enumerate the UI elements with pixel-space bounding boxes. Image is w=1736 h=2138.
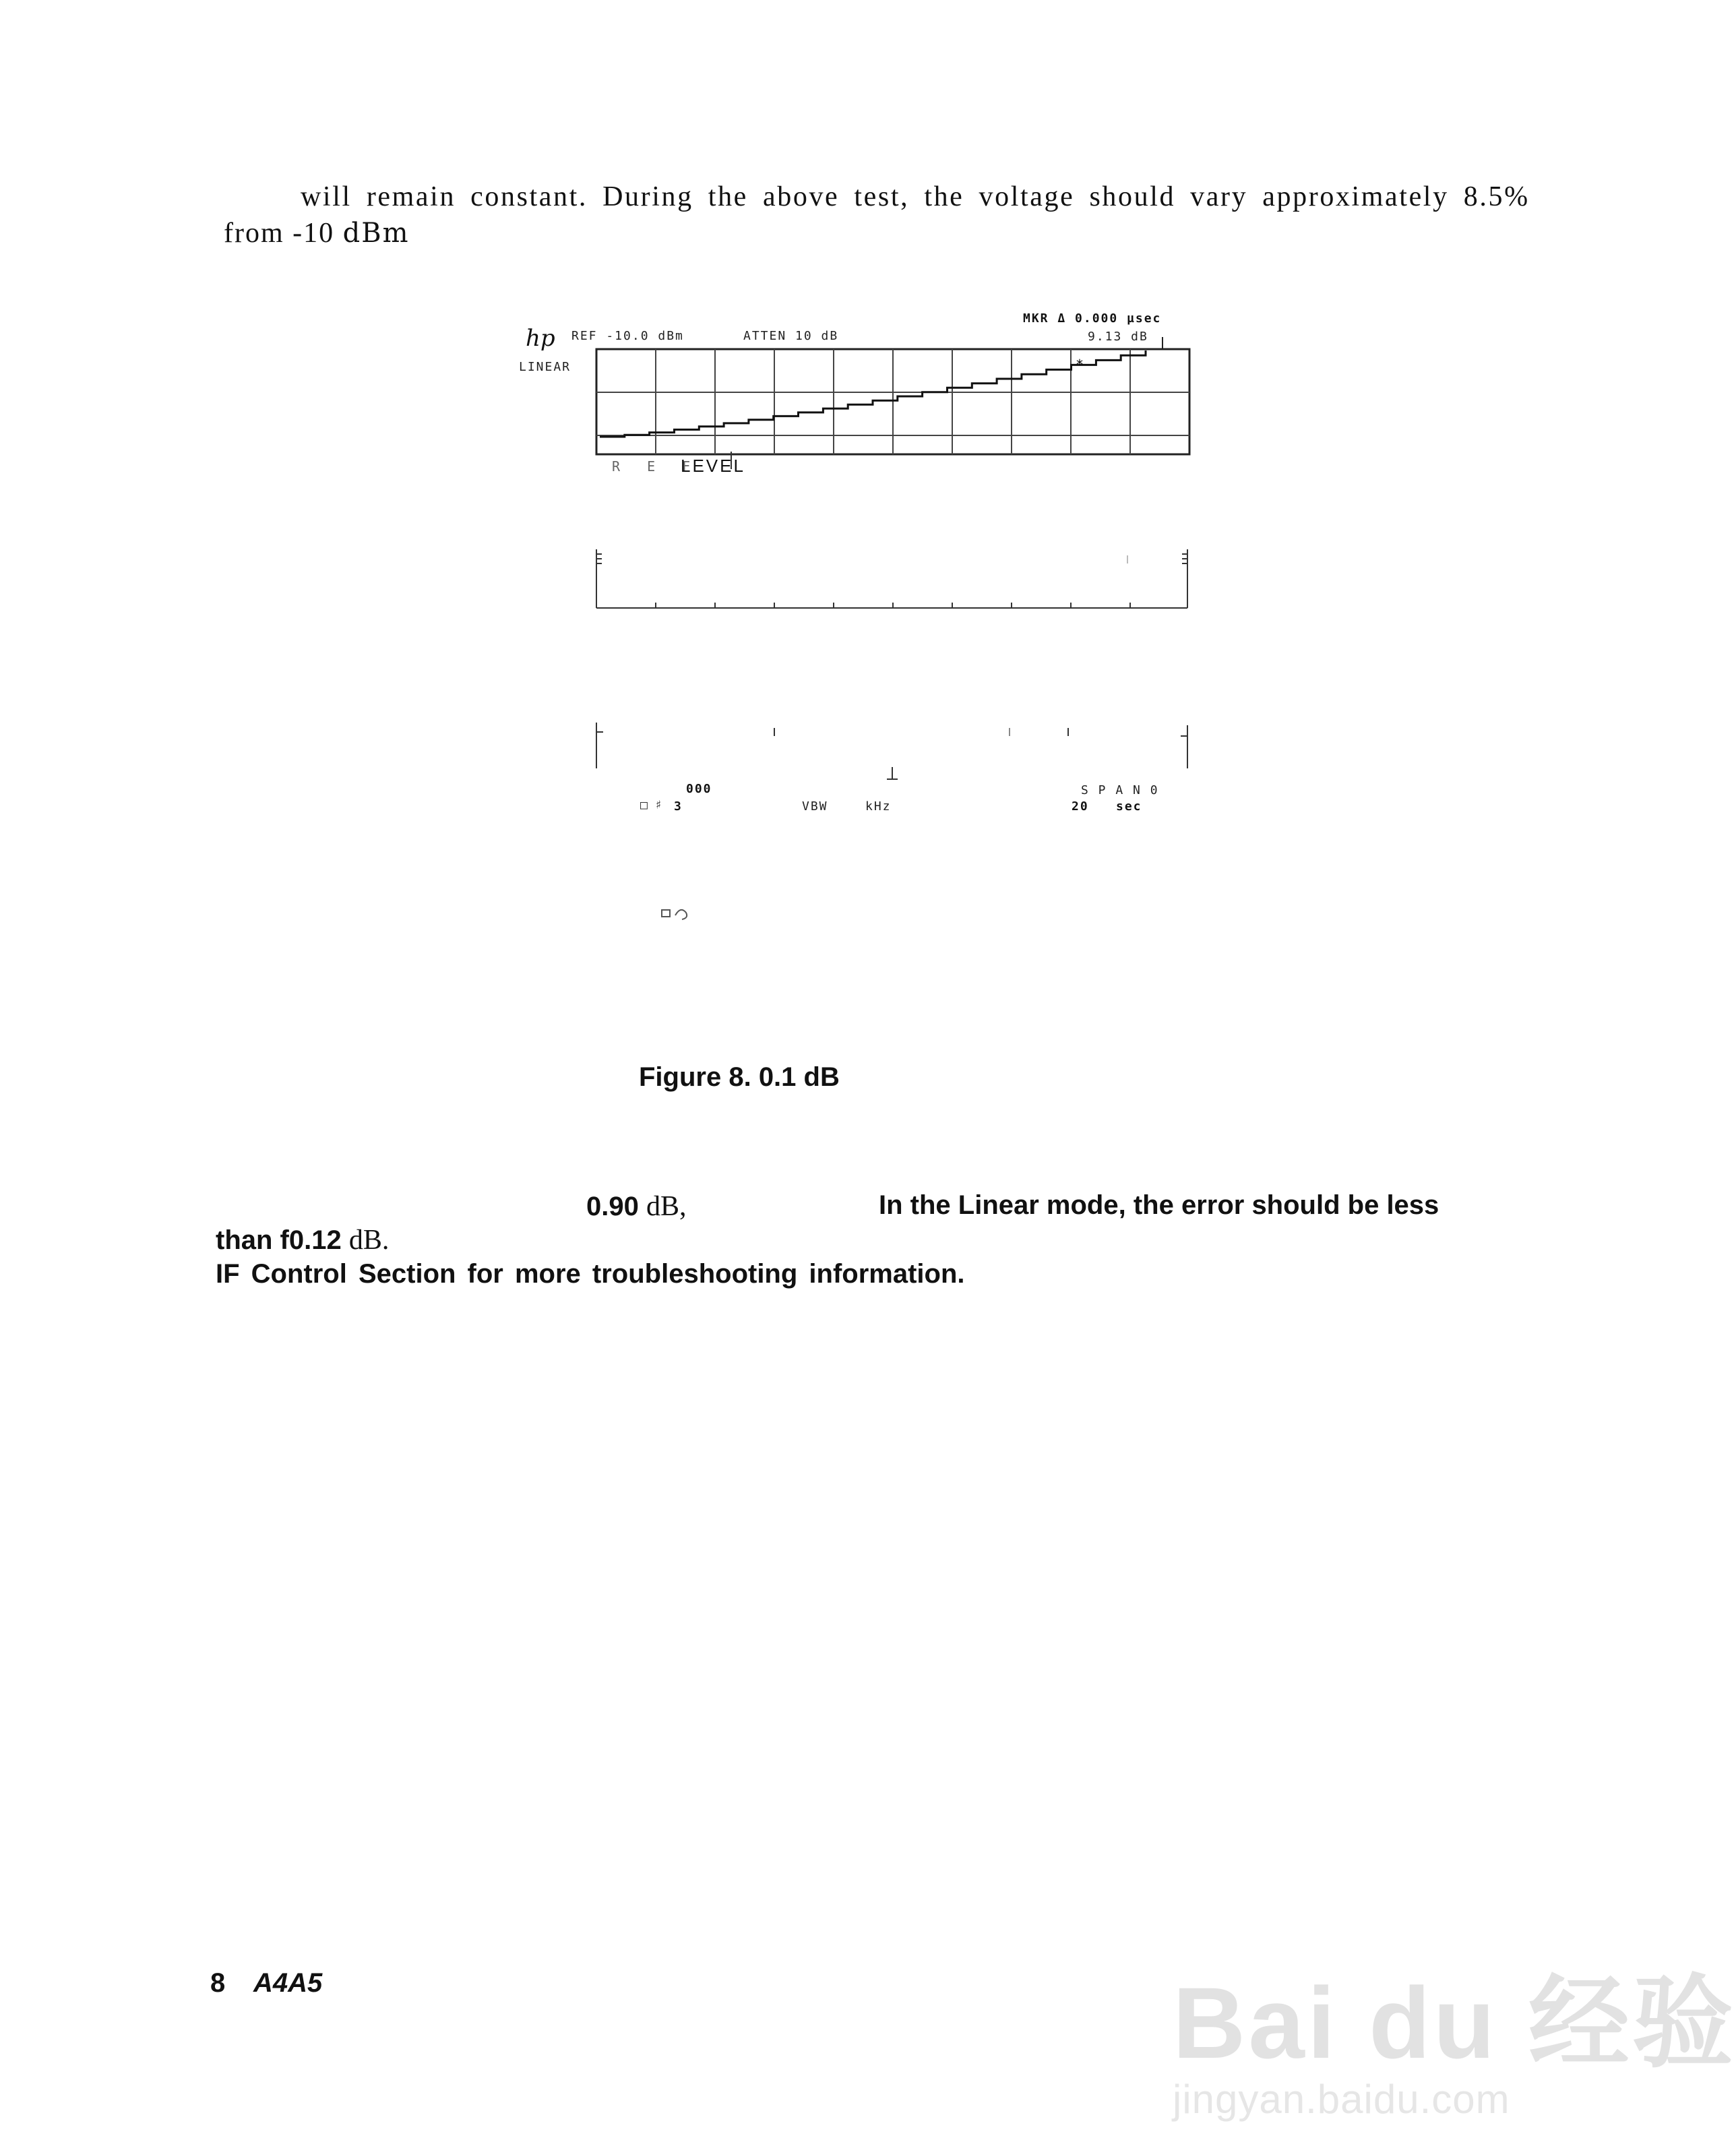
lower-scale-2 <box>596 723 1187 779</box>
figure-caption <box>639 1062 840 1093</box>
marker-asterisk: * <box>1076 357 1084 373</box>
unit-dbm: dBm <box>342 218 410 249</box>
graticule-vertical-lines <box>656 349 1130 454</box>
linear-mode-text: In the Linear mode, the error should be less <box>879 1190 1439 1220</box>
lower-scale-1 <box>596 549 1187 608</box>
center-freq-readout: 000 <box>686 782 712 796</box>
baidu-watermark-logo: Bai du 经验 <box>1173 1966 1736 2079</box>
sweep-value: 20 <box>1072 799 1089 814</box>
page-number: 8 <box>210 1968 226 1998</box>
vbw-label: VBW <box>802 799 828 814</box>
figure-caption-unit: dB <box>803 1062 840 1092</box>
hp-logo: hp <box>526 325 555 352</box>
ref-level-spaced: R E F <box>612 458 700 475</box>
section-id: A4A5 <box>253 1968 323 1998</box>
staircase-trace <box>600 350 1146 437</box>
figure-caption-text: Figure 8. 0.1 <box>639 1062 797 1092</box>
value-unit: dB, <box>646 1191 687 1222</box>
body-text-line-1: will remain constant. During the above test, the voltage should vary approximately 8.5% <box>301 181 1530 212</box>
tolerance-unit: dB. <box>348 1225 390 1256</box>
vbw-unit: kHz <box>865 799 892 814</box>
lower-scale-ticks <box>656 603 1130 608</box>
error-tolerance-text <box>216 1224 389 1256</box>
marker-readout: MKR Δ 0.000 µsec <box>1023 311 1162 326</box>
body-text-prefix: from -10 <box>224 218 335 249</box>
baidu-watermark-url: jingyan.baidu.com <box>1173 2077 1510 2122</box>
value-090 <box>586 1190 687 1223</box>
scribble-mark <box>662 910 687 919</box>
tolerance-value: than f0.12 <box>216 1225 342 1255</box>
sweep-unit: sec <box>1116 799 1142 814</box>
scale-mode: LINEAR <box>519 360 571 374</box>
marker-value: 9.13 dB <box>1088 330 1148 344</box>
value-number: 0.90 <box>586 1192 639 1221</box>
rbw-value: 3 <box>674 799 683 814</box>
ref-level-label: LEVEL <box>681 456 745 476</box>
atten-readout: ATTEN 10 dB <box>743 329 839 343</box>
span-readout: S P A N 0 <box>1081 783 1159 797</box>
rbw-icon: □ ♯ <box>640 798 662 812</box>
ref-readout: REF -10.0 dBm <box>571 329 684 343</box>
if-control-text: IF Control Section for more troubleshooting information. <box>216 1259 965 1289</box>
